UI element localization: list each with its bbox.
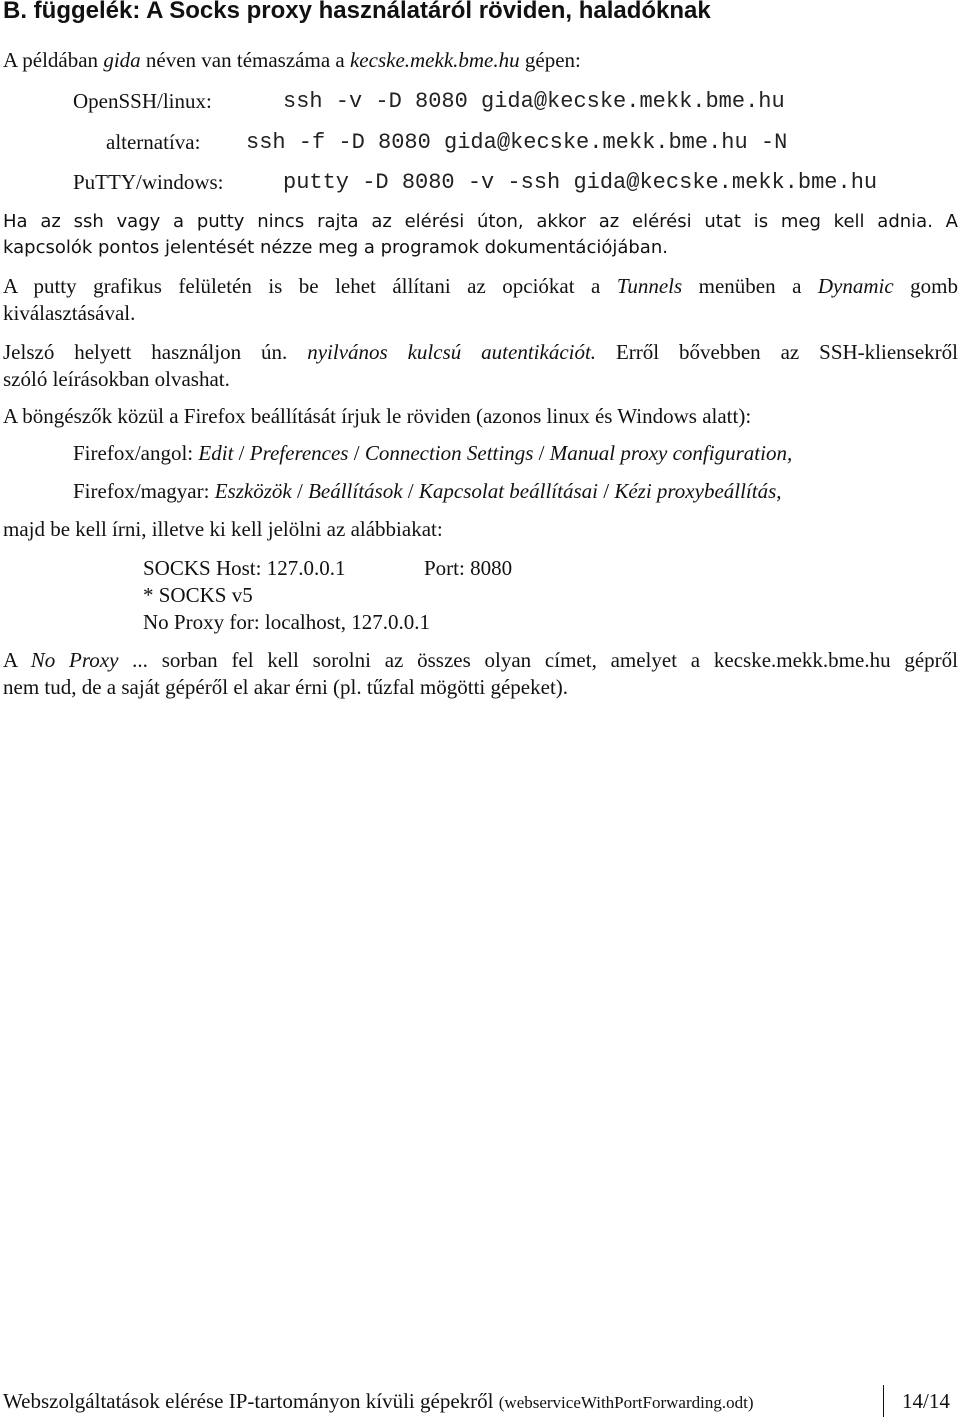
- intro-host: kecske.mekk.bme.hu: [349, 48, 520, 72]
- menu-kapcsolat-beallitasai: Kapcsolat beállításai: [418, 479, 598, 503]
- footer-title: [3, 1388, 753, 1416]
- command-openssh: ssh -v -D 8080 gida@kecske.mekk.bme.hu: [283, 89, 785, 114]
- key-note-line1: [3, 339, 958, 366]
- no-proxy-suffix: ... sorban fel kell sorolni az összes olyan címet, amelyet a kecske.mekk.bme.hu gépről: [118, 648, 958, 672]
- settings-intro: majd be kell írni, illetve ki kell jelölni az alábbiakat:: [3, 517, 443, 541]
- menu-connection-settings: Connection Settings: [364, 441, 534, 465]
- putty-note-line1: [3, 273, 958, 300]
- page-number: 14/14: [902, 1389, 950, 1413]
- key-note-suffix: Erről bővebben az SSH-kliensekről: [596, 340, 958, 364]
- path-separator: /: [233, 441, 250, 465]
- menu-beallitasok: Beállítások: [308, 479, 403, 503]
- firefox-hungarian-path: [73, 478, 782, 505]
- intro-user: gida: [103, 48, 141, 72]
- path-separator: /: [348, 441, 365, 465]
- firefox-english-path: [73, 440, 792, 467]
- tunnels-menu-ref: Tunnels: [616, 274, 683, 298]
- intro-prefix: A példában: [3, 48, 104, 72]
- path-note-line2: kapcsolók pontos jelentését nézze meg a programok dokumentációjában.: [3, 237, 668, 258]
- command-alternative: ssh -f -D 8080 gida@kecske.mekk.bme.hu -N: [246, 130, 788, 155]
- menu-manual-proxy: Manual proxy configuration,: [549, 441, 793, 465]
- command-putty: putty -D 8080 -v -ssh gida@kecske.mekk.bme.hu: [283, 170, 878, 195]
- putty-note-middle: menüben a: [682, 274, 818, 298]
- footer-divider: [883, 1385, 884, 1417]
- firefox-hungarian-label: Firefox/magyar:: [73, 479, 215, 503]
- socks-host-setting: SOCKS Host: 127.0.0.1: [143, 556, 346, 580]
- firefox-intro: A böngészők közül a Firefox beállítását írjuk le röviden (azonos linux és Windows alatt):: [3, 404, 752, 428]
- menu-kezi-proxy: Kézi proxybeállítás,: [614, 479, 782, 503]
- no-proxy-prefix: A: [3, 648, 31, 672]
- key-note-emph: nyilvános kulcsú autentikációt.: [307, 340, 597, 364]
- no-proxy-note-line1: [3, 647, 958, 674]
- intro-middle: néven van témaszáma a: [140, 48, 350, 72]
- key-note-prefix: Jelszó helyett használjon ún.: [3, 340, 308, 364]
- command-label-putty: PuTTY/windows:: [73, 170, 224, 194]
- no-proxy-note-line2: nem tud, de a saját gépéről el akar érni (pl. tűzfal mögötti gépeket).: [3, 675, 569, 699]
- port-setting: Port: 8080: [424, 556, 513, 580]
- command-label-openssh: OpenSSH/linux:: [73, 89, 212, 113]
- path-note-line1: Ha az ssh vagy a putty nincs rajta az elérési úton, akkor az elérési utat is meg kell adnia. A: [3, 211, 958, 232]
- socks-version-setting: * SOCKS v5: [143, 583, 253, 607]
- menu-eszkozok: Eszközök: [214, 479, 292, 503]
- path-separator: /: [597, 479, 615, 503]
- menu-edit: Edit: [198, 441, 234, 465]
- key-note-line2: szóló leírásokban olvashat.: [3, 367, 230, 391]
- putty-note-suffix: gomb: [893, 274, 958, 298]
- dynamic-button-ref: Dynamic: [817, 274, 894, 298]
- page-title: B. függelék: A Socks proxy használatáról röviden, haladóknak: [3, 0, 711, 24]
- path-separator: /: [533, 441, 550, 465]
- putty-note-line2: kiválasztásával.: [3, 301, 136, 325]
- menu-preferences: Preferences: [249, 441, 349, 465]
- no-proxy-setting: No Proxy for: localhost, 127.0.0.1: [143, 610, 430, 634]
- intro-line: [3, 47, 581, 74]
- no-proxy-emph: No Proxy: [30, 648, 119, 672]
- footer-filename: (webserviceWithPortForwarding.odt): [498, 1393, 754, 1412]
- path-separator: /: [402, 479, 419, 503]
- firefox-english-label: Firefox/angol:: [73, 441, 199, 465]
- path-separator: /: [291, 479, 309, 503]
- command-label-alternative: alternatíva:: [106, 130, 201, 154]
- putty-note-prefix: A putty grafikus felületén is be lehet állítani az opciókat a: [3, 274, 617, 298]
- footer-doc-title: Webszolgáltatások elérése IP-tartományon kívüli gépekről: [3, 1389, 499, 1413]
- intro-suffix: gépen:: [519, 48, 581, 72]
